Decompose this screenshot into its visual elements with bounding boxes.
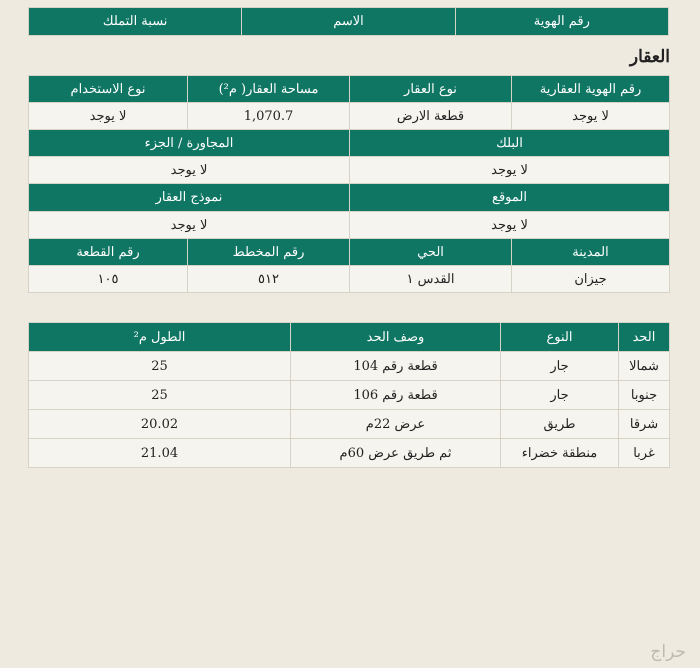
boundary-side: غربا <box>619 439 670 468</box>
boundary-length-header: الطول م² <box>29 323 291 352</box>
property-id-header: رقم الهوية العقارية <box>512 76 670 103</box>
city-header: المدينة <box>512 239 670 266</box>
property-area-header: مساحة العقار( م²) <box>188 76 350 103</box>
property-usage-value: لا يوجد <box>29 103 188 130</box>
owner-header-id: رقم الهوية <box>455 8 668 36</box>
table-row <box>29 439 670 468</box>
location-value: لا يوجد <box>350 212 670 239</box>
owner-header-share: نسبة التملك <box>29 8 242 36</box>
boundary-side-header: الحد <box>619 323 670 352</box>
boundary-length: 25 <box>29 352 291 381</box>
plan-number-header: رقم المخطط <box>188 239 350 266</box>
property-type-value: قطعة الارض <box>350 103 512 130</box>
boundary-description: عرض 22م <box>291 410 501 439</box>
boundary-description: قطعة رقم 106 <box>291 381 501 410</box>
watermark-logo: حراج <box>650 642 686 662</box>
plan-number-value: ٥١٢ <box>188 266 350 293</box>
property-type-header: نوع العقار <box>350 76 512 103</box>
boundary-type: جار <box>501 381 619 410</box>
boundary-description: ثم طريق عرض 60م <box>291 439 501 468</box>
boundary-type: منطقة خضراء <box>501 439 619 468</box>
neighborhood-part-value: لا يوجد <box>29 157 350 184</box>
boundary-length: 21.04 <box>29 439 291 468</box>
neighborhood-part-header: المجاورة / الجزء <box>29 130 350 157</box>
boundary-type-header: النوع <box>501 323 619 352</box>
property-section-title: العقار <box>629 47 670 67</box>
table-row <box>29 410 670 439</box>
location-header: الموقع <box>350 184 670 212</box>
table-row <box>29 352 670 381</box>
boundary-side: شمالا <box>619 352 670 381</box>
boundary-side: شرقا <box>619 410 670 439</box>
block-value: لا يوجد <box>350 157 670 184</box>
boundary-type: جار <box>501 352 619 381</box>
block-header: البلك <box>350 130 670 157</box>
property-model-header: نموذج العقار <box>29 184 350 212</box>
property-id-value: لا يوجد <box>512 103 670 130</box>
boundaries-table <box>28 322 670 468</box>
property-model-value: لا يوجد <box>29 212 350 239</box>
owner-header-name: الاسم <box>242 8 455 36</box>
boundary-length: 25 <box>29 381 291 410</box>
boundary-type: طريق <box>501 410 619 439</box>
boundary-description-header: وصف الحد <box>291 323 501 352</box>
district-header: الحي <box>350 239 512 266</box>
owner-table <box>28 7 669 36</box>
property-usage-header: نوع الاستخدام <box>29 76 188 103</box>
plot-number-value: ١٠٥ <box>29 266 188 293</box>
property-area-value: 1,070.7 <box>188 103 350 130</box>
city-value: جيزان <box>512 266 670 293</box>
plot-number-header: رقم القطعة <box>29 239 188 266</box>
property-table <box>28 75 670 293</box>
boundary-description: قطعة رقم 104 <box>291 352 501 381</box>
table-row <box>29 381 670 410</box>
boundary-length: 20.02 <box>29 410 291 439</box>
district-value: القدس ١ <box>350 266 512 293</box>
boundary-side: جنوبا <box>619 381 670 410</box>
